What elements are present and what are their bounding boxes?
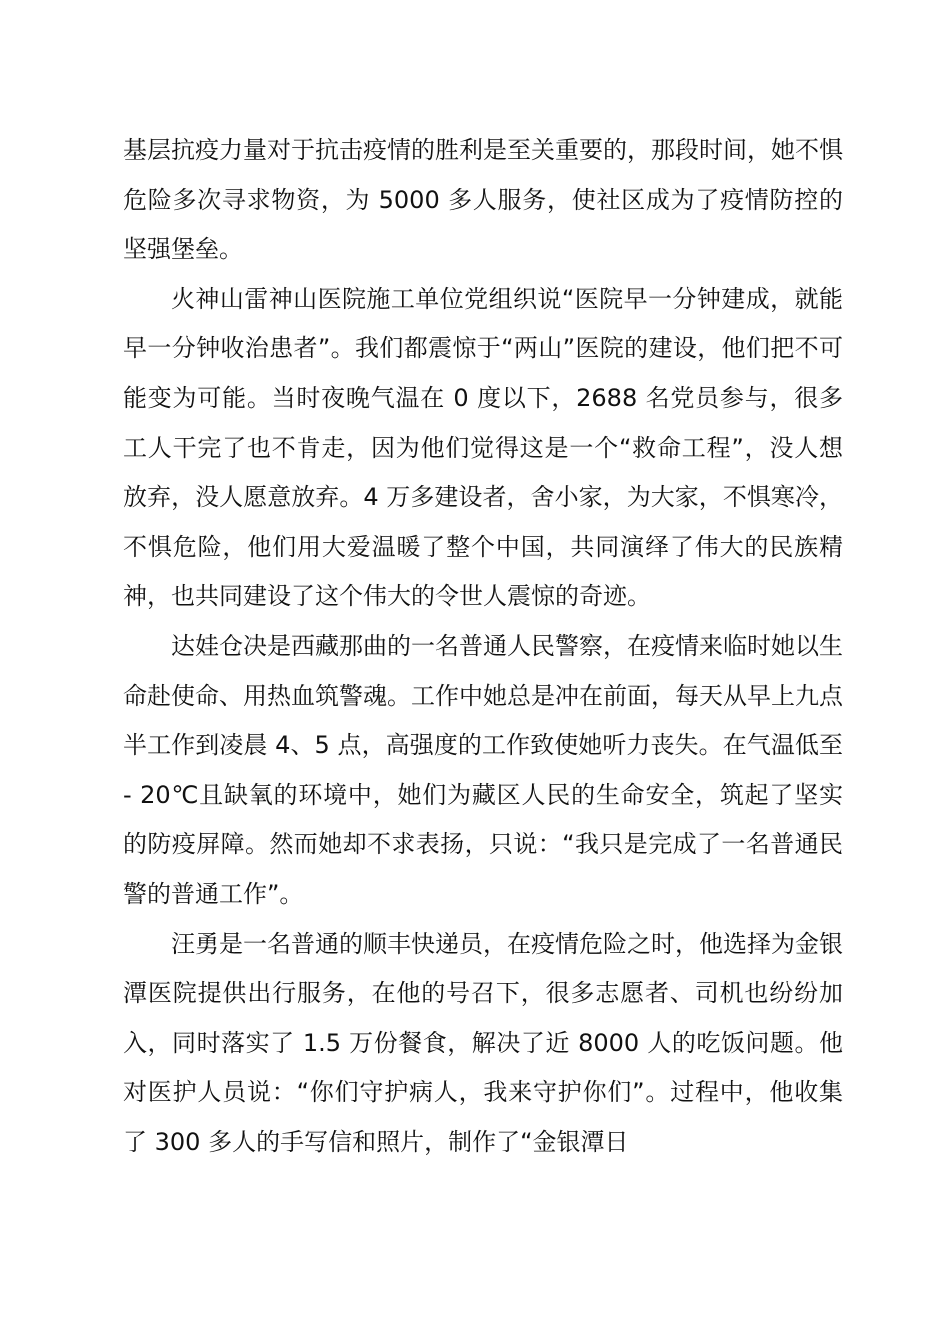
paragraph-2: 火神山雷神山医院施工单位党组织说“医院早一分钟建成，就能早一分钟收治患者”。我们都震惊于“两山”医院的建设，他们把不可能变为可能。当时夜晚气温在 0 度以下，2688 名党员参与，很多工人干完了也不肯走，因为他们觉得这是一个“救命工程”，没人想放弃，没人愿意放弃。4 万多建设者，舍小家，为大家，不惧寒冷，不惧危险，他们用大爱温暖了整个中国，共同演绎了伟大的民族精神，也共同建设了这个伟大的令世人震惊的奇迹。	[123, 284, 843, 611]
paragraph-3: 达娃仓决是西藏那曲的一名普通人民警察，在疫情来临时她以生命赴使命、用热血筑警魂。工作中她总是冲在前面，每天从早上九点半工作到凌晨 4、5 点，高强度的工作致使她听力丧失。在气温低至 - 20℃且缺氧的环境中，她们为藏区人民的生命安全，筑起了坚实的防疫屏障。然而她却不求表扬，只说：“我只是完成了一名普通民警的普通工作”。	[123, 631, 843, 908]
paragraph-1: 基层抗疫力量对于抗击疫情的胜利是至关重要的，那段时间，她不惧危险多次寻求物资，为 5000 多人服务，使社区成为了疫情防控的坚强堡垒。	[123, 136, 843, 264]
paragraph-4: 汪勇是一名普通的顺丰快递员，在疫情危险之时，他选择为金银潭医院提供出行服务，在他的号召下，很多志愿者、司机也纷纷加入，同时落实了 1.5 万份餐食，解决了近 8000 人的吃饭问题。他对医护人员说：“你们守护病人，我来守护你们”。过程中，他收集了 300 多人的手写信和照片，制作了“金银潭日	[123, 929, 843, 1156]
body-text	[123, 126, 843, 1167]
